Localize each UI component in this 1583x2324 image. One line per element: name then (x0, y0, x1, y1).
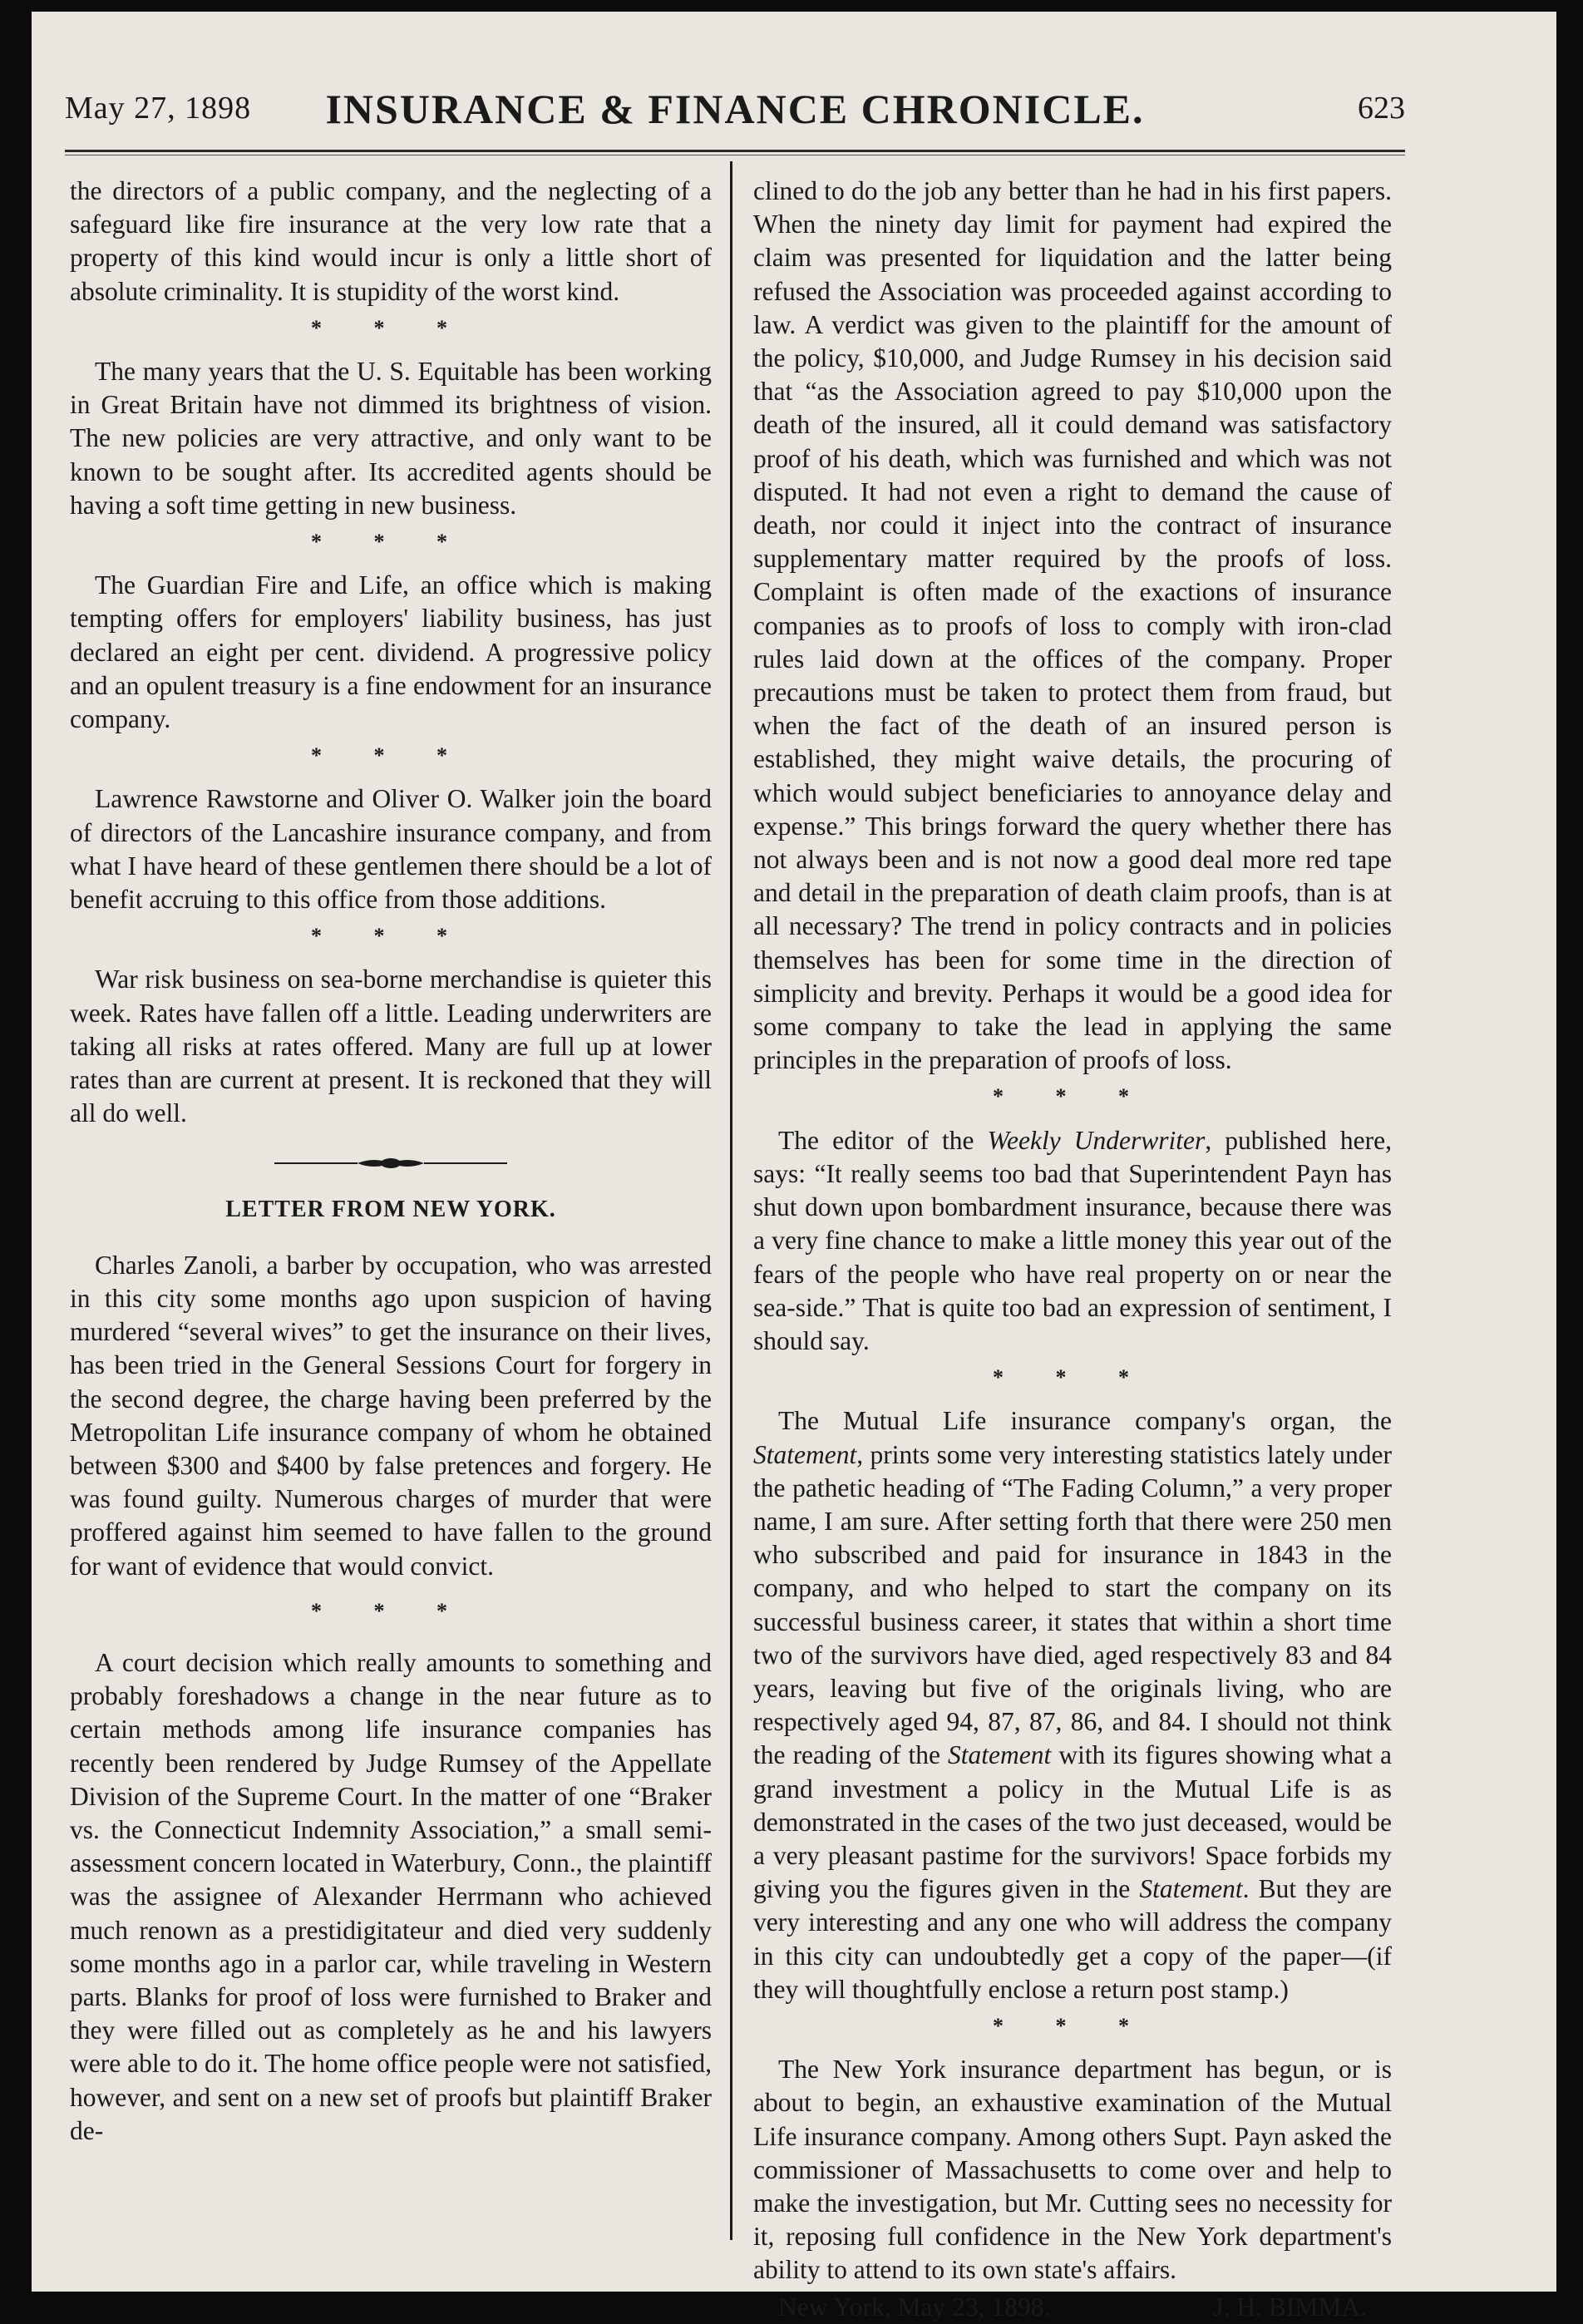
section-separator-stars: * * * (311, 530, 471, 555)
paragraph-text: . But they are very interesting and any one who will address the company in this city can undoubtedly get a copy of the paper—(if they will thoughtfully enclose a return post stamp.) (753, 1874, 1392, 2004)
paragraph-text: The editor of the (778, 1125, 988, 1155)
paragraph: clined to do the job any better than he had in his first papers. When the ninety day limit for payment had expired the claim was presented for liquidation and the latter being refused the Association was proceeded against according to law. A verdict was given to the plaintiff for the amount of the policy, $10,000, and Judge Rumsey in his decision said that “as the Association agreed to pay $10,000 upon the death of the insured, all it could demand was satisfactory proof of his death, which was furnished and which was not disputed. It had not even a right to demand the cause of death, nor could it inject into the contract of insurance supplementary matter required by the proofs of loss. Complaint is often made of the exactions of insurance companies as to proofs of loss to comply with iron-clad rules laid down at the offices of the company. Proper precautions must be taken to protect them from fraud, but when the fact of the death of an insured person is established, they might waive details, the procuring of which would subject beneficiaries to annoyance delay and expense.” This brings forward the query whether there has not always been and is not now a good deal more red tape and detail in the preparation of death claim proofs, than is at all necessary? The trend in policy contracts and in policies themselves has been for some time in the direction of simplicity and brevity. Perhaps it would be a good idea for some company to take the lead in applying the same principles in the preparation of proofs of loss. (753, 176, 1392, 1075)
paragraph: War risk business on sea-borne merchandise is quieter this week. Rates have fallen off a little. Leading underwriters are taking all risks at rates offered. Many are full up at lower rates than are current at present. It is reckoned that they will all do well. (70, 965, 712, 1128)
header-rule (65, 150, 1405, 152)
paragraph: Lawrence Rawstorne and Oliver O. Walker join the board of directors of the Lancashire insurance company, and from what I have heard of these gentlemen there should be a lot of benefit accruing to this office from those additions. (70, 784, 712, 915)
newspaper-page (32, 12, 1556, 2322)
paragraph-text: , prints some very interesting statistics lately under the pathetic heading of “The Fading Column,” a very proper name, I am sure. After setting forth that there were 250 men who subscribed and paid for insurance in 1843 in the company, and who helped to start the company on its successful business career, it states that within a short time two of the survivors have died, aged respectively 83 and 84 years, leaving but five of the originals living, who are respectively aged 94, 87, 87, 86, and 84. I should not think the reading of the (753, 1439, 1392, 1770)
left-column (70, 175, 712, 2148)
page-number: 623 (1358, 91, 1405, 126)
publication-name-italic: Statement (753, 1439, 857, 1469)
section-separator-stars: * * * (993, 1084, 1152, 1109)
signoff (753, 2291, 1392, 2324)
publication-name-italic: Statement (948, 1740, 1052, 1770)
section-separator-stars: * * * (311, 1598, 471, 1623)
paragraph: The many years that the U. S. Equitable has been working in Great Britain have not dimmed its brightness of vision. The new policies are very attractive, and only want to be known to be sought after. Its accredited agents should be having a soft time getting in new business. (70, 357, 712, 520)
section-heading: LETTER FROM NEW YORK. (225, 1197, 556, 1223)
section-separator-stars: * * * (311, 315, 471, 340)
publication-name-italic: Weekly Underwriter (987, 1125, 1206, 1155)
paragraph (753, 1124, 1392, 1358)
signoff-place-date: New York, May 23, 1898. (778, 2292, 1051, 2322)
section-separator-stars: * * * (993, 1365, 1152, 1390)
page-header (65, 85, 1405, 151)
paragraph: The Guardian Fire and Life, an office which is making tempting offers for employers' liability business, has just declared an eight per cent. dividend. A progressive policy and an opulent treasury is a fine endowment for an insurance company. (70, 570, 712, 734)
paragraph: Charles Zanoli, a barber by occupation, who was arrested in this city some months ago upon suspicion of having murdered “several wives” to get the insurance on their lives, has been tried in the General Sessions Court for forgery in the second degree, the charge having been preferred by the Metropolitan Life insurance company of whom he obtained between $300 and $400 by false pretences and forgery. He was found guilty. Numerous charges of murder that were proffered against him seemed to have fallen to the ground for want of evidence that would convict. (70, 1250, 712, 1581)
paragraph-text: The Mutual Life insurance company's organ, the (778, 1406, 1392, 1436)
decorative-rule-ornament (70, 1155, 712, 1172)
section-separator-stars: * * * (993, 2013, 1152, 2038)
paragraph (753, 1404, 1392, 2006)
paragraph: A court decision which really amounts to something and probably foreshadows a change in the near future as to certain methods among life insurance companies has recently been rendered by Judge Rumsey of the Appellate Division of the Supreme Court. In the matter of one “Braker vs. the Connecticut Indemnity Association,” a small semi-assessment concern located in Waterbury, Conn., the plaintiff was the assignee of Alexander Herrmann who achieved much renown as a prestidigitateur and died very suddenly some months ago in a parlor car, while traveling in Western parts. Blanks for proof of loss were furnished to Braker and they were filled out as completely as he and his lawyers were able to do it. The home office people were not satisfied, however, and sent on a new set of proofs but plaintiff Braker de- (70, 1647, 712, 2145)
section-separator-stars: * * * (311, 743, 471, 768)
paragraph: The New York insurance department has begun, or is about to begin, an exhaustive examination of the Mutual Life insurance company. Among others Supt. Payn asked the commissioner of Massachusetts to come over and help to make the investigation, but Mr. Cutting sees no necessity for it, reposing full confidence in the New York department's ability to attend to its own state's affairs. (753, 2055, 1392, 2285)
column-divider (730, 161, 732, 2240)
signoff-author: J. H. BIMMA. (1213, 2292, 1367, 2322)
paragraph-text: , published here, says: “It really seems too bad that Superintendent Payn has shut down upon bombardment insurance, because there was a very fine chance to make a little money this year out of the fears of the people who have real property on or near the sea-side.” That is quite too bad an expression of sentiment, I should say. (753, 1125, 1392, 1355)
issue-date: May 27, 1898 (65, 91, 252, 126)
publication-name-italic: Statement (1139, 1874, 1243, 1904)
paragraph-text: with its figures showing what a grand investment a policy in the Mutual Life is as demonstrated in the cases of the two just deceased, would be a very pleasant pastime for the survivors! Space forbids my giving you the figures given in the (753, 1740, 1392, 1904)
section-separator-stars: * * * (311, 924, 471, 949)
publication-title: INSURANCE & FINANCE CHRONICLE. (325, 86, 1145, 132)
right-column (753, 175, 1392, 2324)
paragraph: the directors of a public company, and the neglecting of a safeguard like fire insurance at the very low rate that a property of this kind would incur is only a little short of absolute criminality. It is stupidity of the worst kind. (70, 176, 712, 306)
